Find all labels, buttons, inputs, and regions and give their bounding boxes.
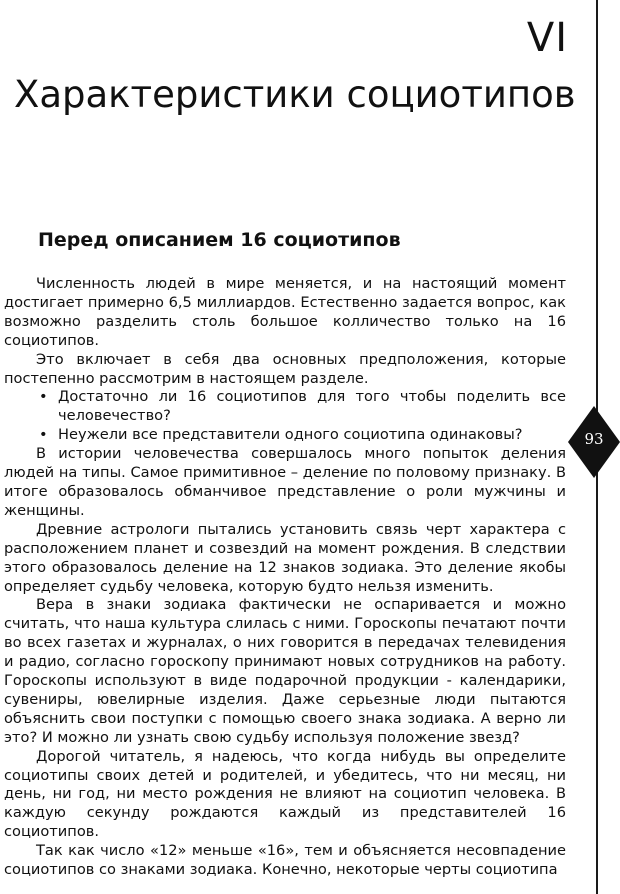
page-number: 93	[584, 430, 604, 448]
paragraph: Дорогой читатель, я надеюсь, что когда нибудь вы определите социотипы своих детей и родителей, и убедитесь, что ни месяц, ни день, ни год, ни место рождения не влияют на социотип человека. В каждую секунду рождаются каждый из представителей 16 социотипов.	[4, 747, 566, 841]
list-item: • Достаточно ли 16 социотипов для того чтобы поделить все человечество?	[58, 388, 566, 426]
chapter-number: VI	[526, 15, 568, 61]
paragraph: В истории человечества совершалось много попыток деления людей на типы. Самое примитивное – деление по половому признаку. В итоге образовалось обманчивое представление о роли мужчины и женщины.	[4, 445, 566, 519]
bullet-list	[4, 388, 566, 445]
paragraph: Так как число «12» меньше «16», тем и объясняется несовпадение социотипов со знаками зодиака. Конечно, некоторые черты социотипа	[4, 842, 566, 879]
section-title: Перед описанием 16 социотипов	[38, 229, 401, 251]
page-number-badge	[568, 406, 620, 478]
chapter-title: Характеристики социотипов	[14, 73, 576, 116]
paragraph: Это включает в себя два основных предположения, которые постепенно рассмотрим в настоящем разделе.	[4, 350, 566, 387]
paragraph: Древние астрологи пытались установить связь черт характера с расположением планет и созвездий на момент рождения. В следствии этого образовалось деление на 12 знаков зодиака. Это деление якобы определяет судьбу человека, которую будто нельзя изменить.	[4, 520, 566, 595]
paragraph: Вера в знаки зодиака фактически не оспаривается и можно считать, что наша культура слилась с ними. Гороскопы печатают почти во всех газетах и журналах, о них говорится в передачах телевидения и радио, согласно гороскопу принимают новых сотрудников на работу. Гороскопы используют в виде подарочной продукции - календарики, сувениры, ювелирные изделия. Даже серьезные люди пытаются объяснить свои поступки с помощью своего знака зодиака. А верно ли это? И можно ли узнать свою судьбу используя положение звезд?	[4, 596, 566, 746]
body-text	[4, 275, 566, 880]
list-item: • Неужели все представители одного социотипа одинаковы?	[58, 426, 566, 445]
paragraph: Численность людей в мире меняется, и на настоящий момент достигает примерно 6,5 миллиардов. Естественно задается вопрос, как возможно разделить столь большое колличество только на 16 социотипов.	[4, 275, 566, 349]
